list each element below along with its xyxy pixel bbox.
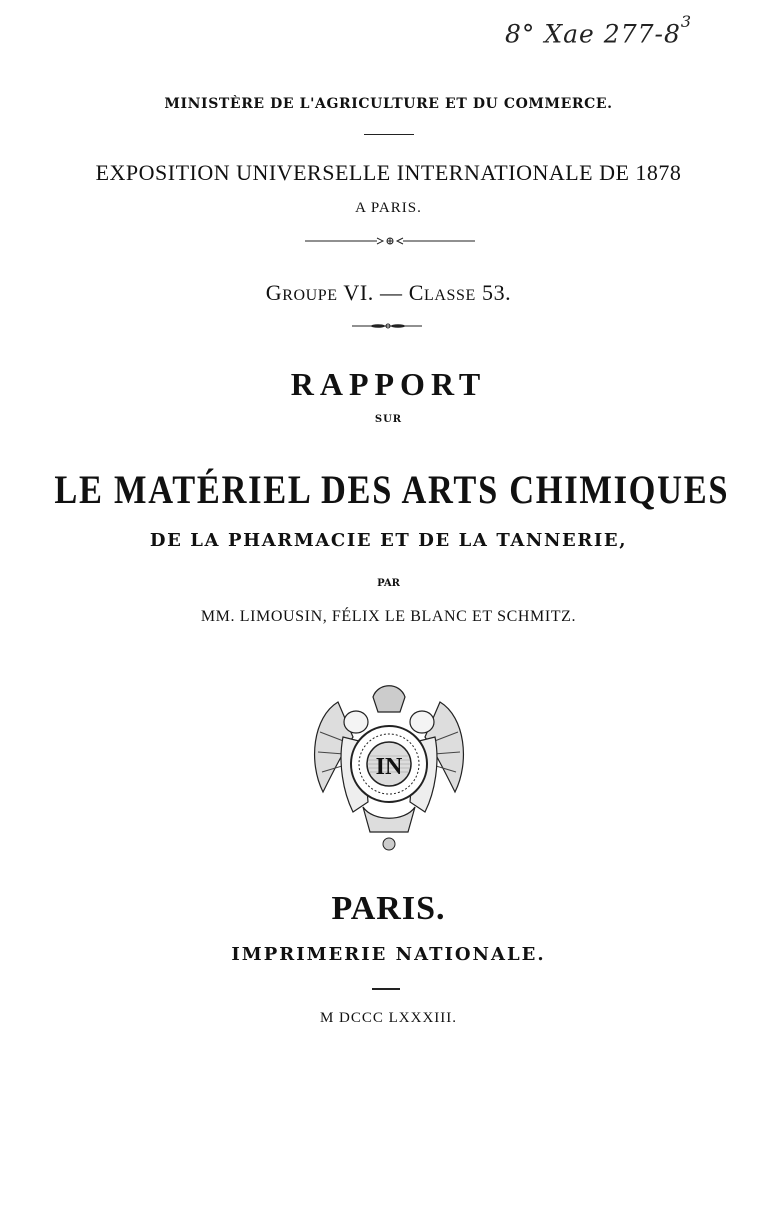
classe-initial: C <box>408 280 424 305</box>
groupe-number: VI. — <box>337 280 409 305</box>
shelfmark-handwritten <box>505 12 693 49</box>
emblem-monogram: IN <box>375 754 403 780</box>
subtitle: DE LA PHARMACIE ET DE LA TANNERIE, <box>149 530 628 551</box>
group-class-heading <box>0 280 777 306</box>
rapport-heading: RAPPORT <box>290 366 487 402</box>
sur-label: SUR <box>374 414 403 425</box>
par-label: PAR <box>377 578 400 589</box>
ornament-divider-icon <box>305 236 475 246</box>
authors: MM. LIMOUSIN, FÉLIX LE BLANC ET SCHMITZ. <box>200 608 577 625</box>
groupe-initial: G <box>265 280 283 305</box>
imprint-city: PARIS. <box>331 890 446 927</box>
ministry-heading: MINISTÈRE DE L'AGRICULTURE ET DU COMMERCE. <box>164 96 613 112</box>
exposition-title: EXPOSITION UNIVERSELLE INTERNATIONALE DE 1878 <box>95 160 682 185</box>
groupe-smallcaps: ROUPE <box>282 287 338 304</box>
classe-number: 53. <box>475 280 512 305</box>
classe-smallcaps: LASSE <box>423 287 476 304</box>
divider-rule-imprint <box>372 988 400 990</box>
imprint-printer: IMPRIMERIE NATIONALE. <box>231 944 546 965</box>
shelfmark-text: 8° Xae 277-8 <box>505 19 681 49</box>
exposition-location: A PARIS. <box>355 200 422 216</box>
imprint-year: M DCCC LXXXIII. <box>319 1010 458 1026</box>
imprimerie-nationale-emblem-icon <box>308 682 470 857</box>
main-title: LE MATÉRIEL DES ARTS CHIMIQUES <box>54 467 730 512</box>
small-ornament-icon <box>352 322 422 330</box>
shelfmark-superscript: 3 <box>680 12 693 31</box>
divider-rule <box>364 134 414 135</box>
